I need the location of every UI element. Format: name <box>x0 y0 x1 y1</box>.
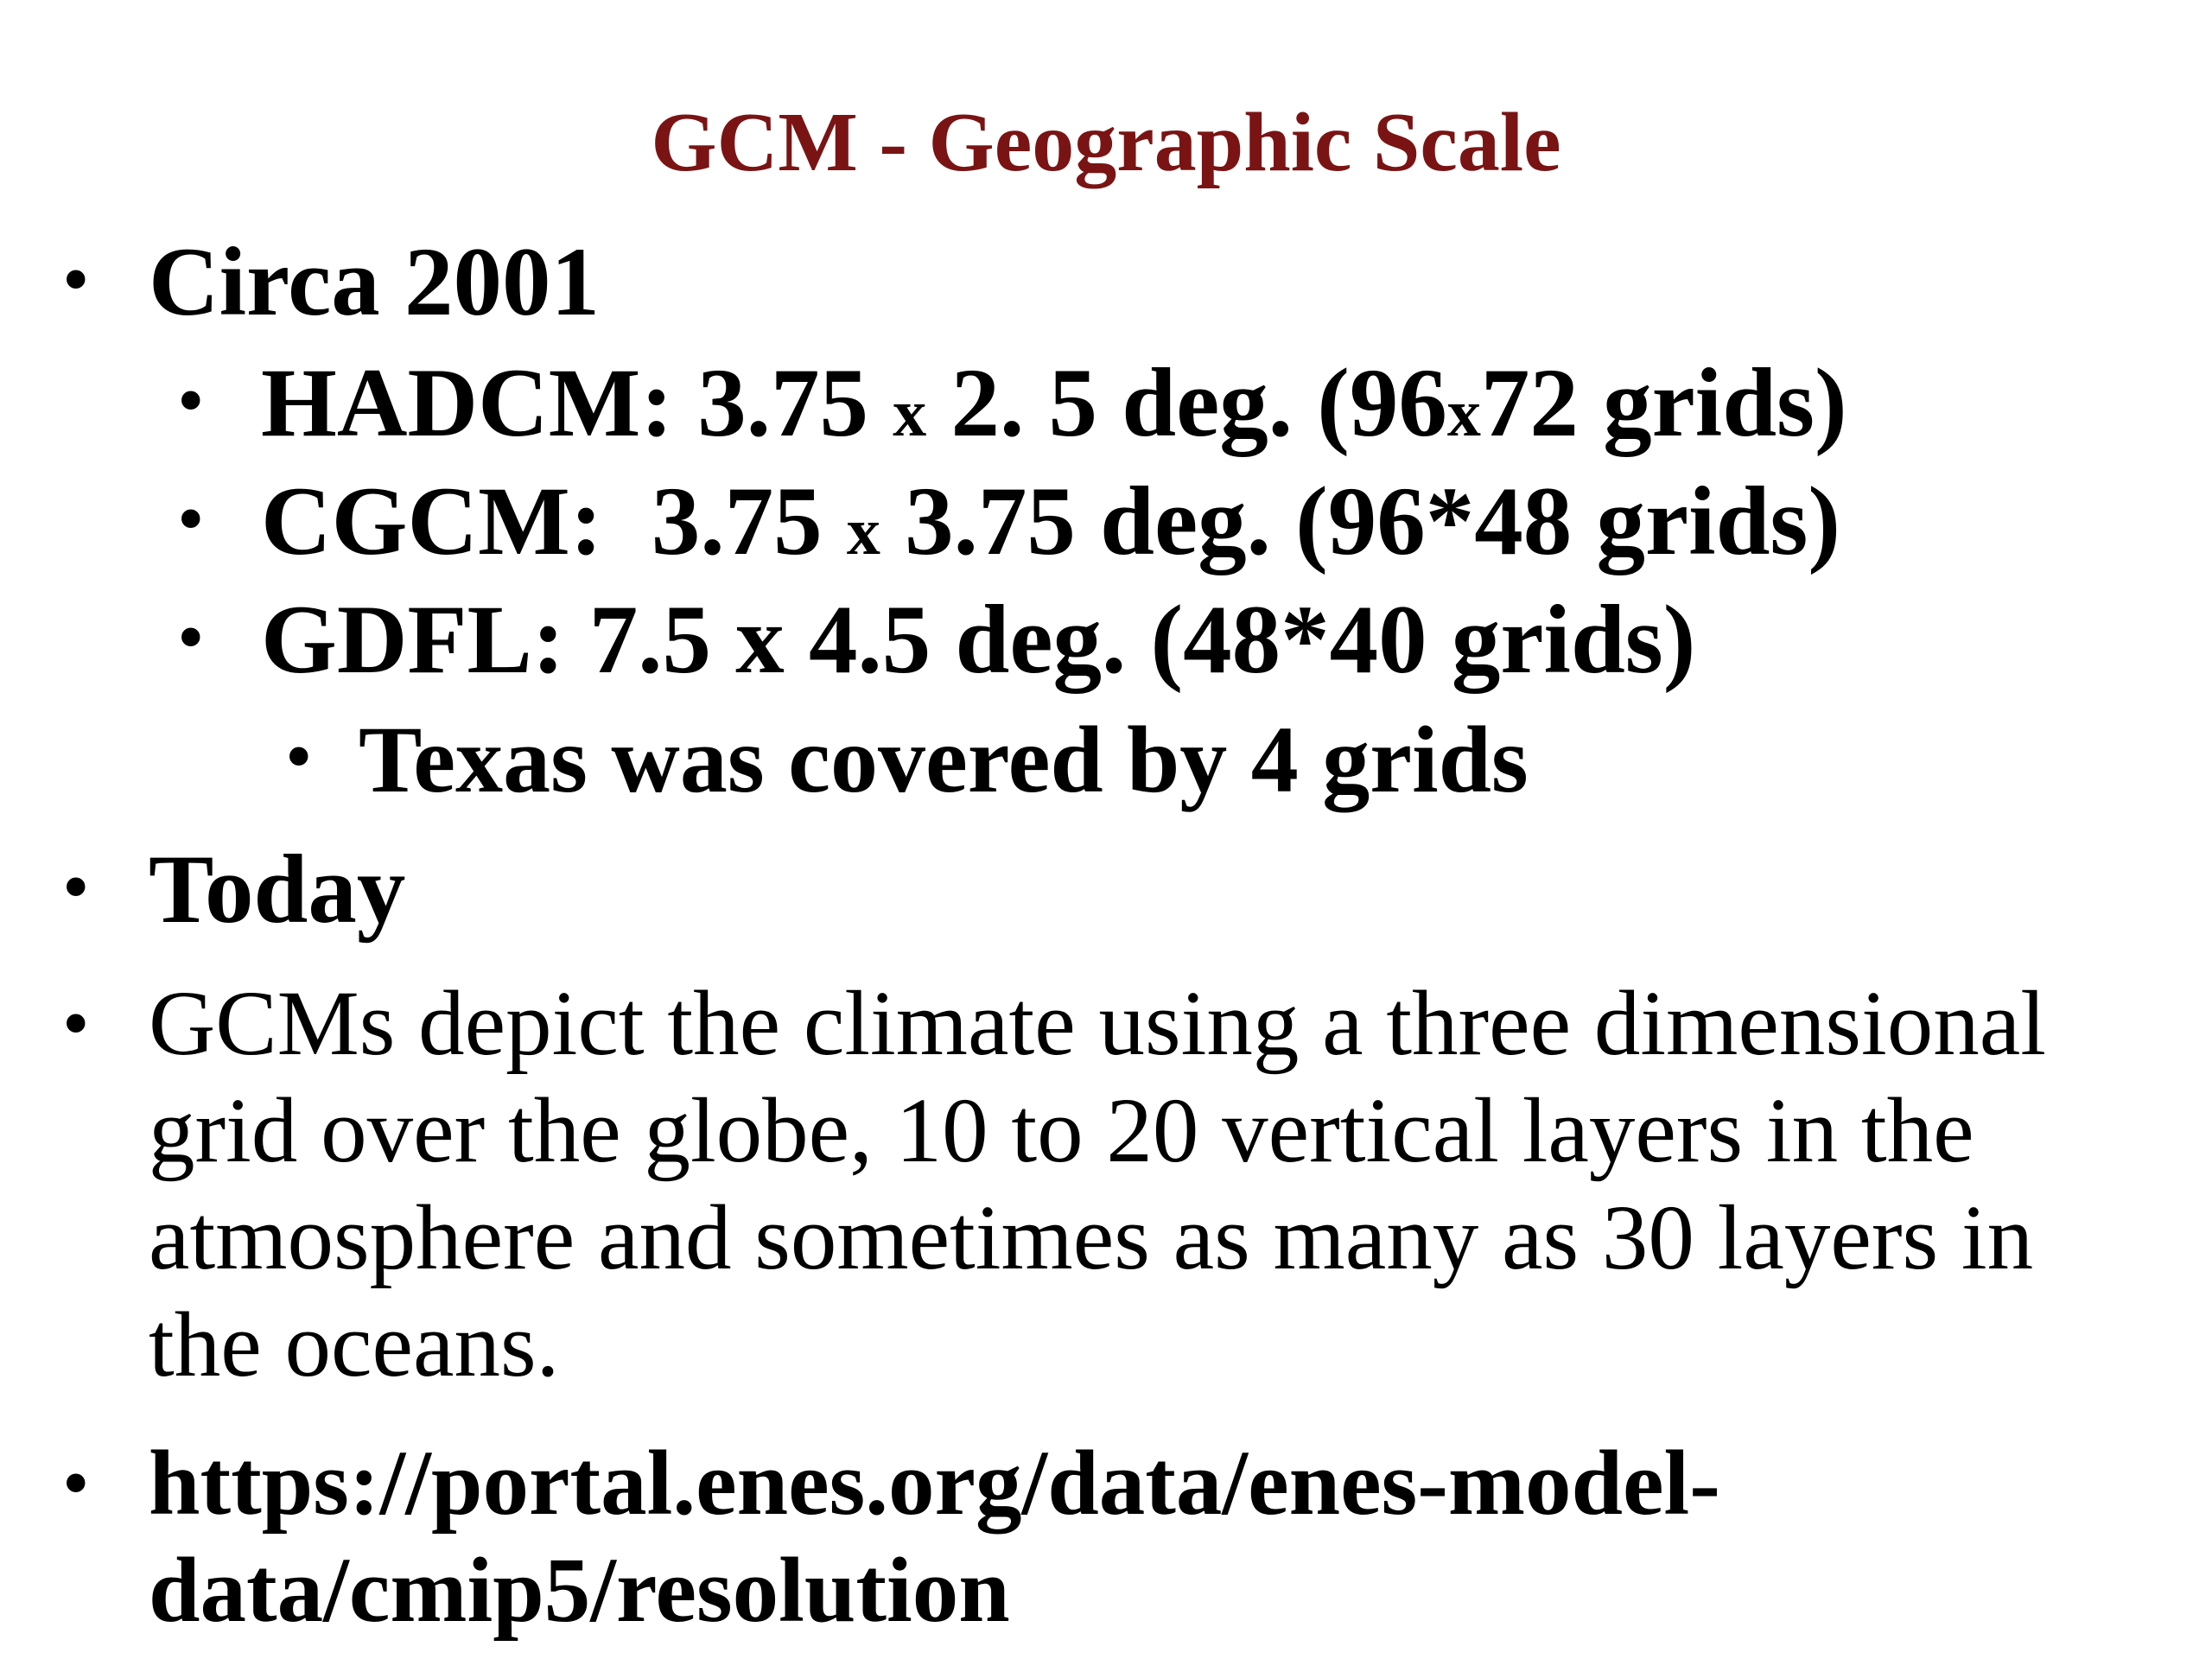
slide-title: GCM - Geographic Scale <box>651 96 1561 189</box>
hadcm-prefix: HADCM: 3.75 <box>261 349 893 457</box>
hadcm-suffix: 2. 5 deg. (96 <box>926 349 1447 457</box>
bullet-dot: • <box>177 594 205 680</box>
bullet-dot: • <box>62 237 90 322</box>
cgcm-prefix: CGCM: 3.75 <box>261 467 847 575</box>
bullet-dot: • <box>62 1440 90 1526</box>
hadcm-x2: x <box>1446 375 1481 450</box>
bullet-dot: • <box>62 981 90 1066</box>
cgcm-suffix: 3.75 deg. (96*48 grids) <box>880 467 1841 575</box>
bullet-dot: • <box>177 358 205 443</box>
bullet-texas: Texas was covered by 4 grids <box>359 707 1529 812</box>
bullet-today: Today <box>149 836 406 944</box>
bullet-dot: • <box>285 714 313 799</box>
bullet-dot: • <box>62 844 90 930</box>
url-line-1[interactable]: https://portal.enes.org/data/enes-model- <box>149 1433 1720 1535</box>
bullet-cgcm <box>261 466 1840 588</box>
url-line-2[interactable]: data/cmip5/resolution <box>149 1540 1010 1642</box>
bullet-circa-2001: Circa 2001 <box>149 228 601 336</box>
bullet-dot: • <box>177 476 205 562</box>
bullet-url[interactable] <box>149 1430 2136 1644</box>
bullet-gcms-paragraph: GCMs depict the climate using a three dimensional grid over the globe, 10 to 20 vertical layers in the atmosphere and sometimes as many as 30 layers in the oceans. <box>149 973 2046 1396</box>
hadcm-suffix2: 72 grids) <box>1480 349 1847 457</box>
cgcm-x: x <box>846 493 880 569</box>
bullet-hadcm <box>261 347 1847 469</box>
bullet-gdfl: GDFL: 7.5 x 4.5 deg. (48*40 grids) <box>261 586 1696 694</box>
hadcm-x: x <box>893 375 927 450</box>
